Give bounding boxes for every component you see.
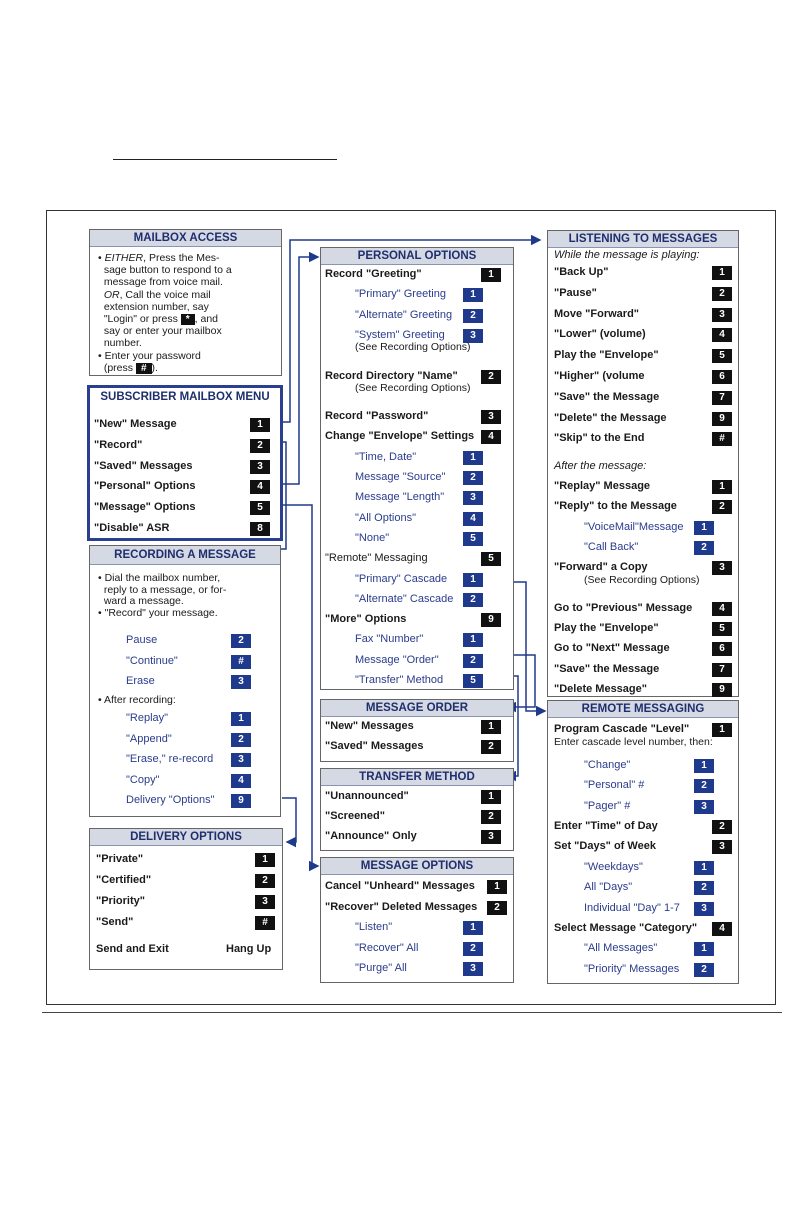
recording-title: RECORDING A MESSAGE [90, 546, 280, 565]
key-badge: 2 [694, 779, 714, 793]
menu-row: "Disable" ASR [94, 522, 170, 534]
menu-row: "Weekdays" [584, 860, 643, 873]
menu-row: Move "Forward" [554, 307, 639, 320]
menu-row: "Replay" [126, 712, 169, 724]
key-badge: 3 [463, 491, 483, 505]
key-badge: 6 [712, 642, 732, 656]
menu-row: "Skip" to the End [554, 432, 645, 445]
key-badge: 4 [712, 922, 732, 936]
key-badge: 2 [463, 593, 483, 607]
key-badge: 4 [481, 430, 501, 444]
star-key-icon: * [181, 314, 195, 325]
key-badge: 9 [712, 412, 732, 426]
key-badge: 1 [712, 723, 732, 737]
key-badge: 7 [712, 663, 732, 677]
access-line [98, 313, 218, 325]
access-text: ). [151, 361, 158, 374]
key-badge: 2 [481, 810, 501, 824]
message-order-panel [320, 699, 514, 762]
access-text: message from voice mail. [98, 276, 223, 289]
menu-row: "Purge" All [355, 962, 407, 974]
menu-row: Enter cascade level number, then: [554, 736, 713, 749]
key-badge: 5 [250, 501, 270, 515]
key-badge: 8 [250, 522, 270, 536]
key-badge: 5 [712, 622, 732, 636]
menu-row: Message "Order" [355, 653, 439, 666]
remote-panel [547, 700, 739, 984]
menu-row: (See Recording Options) [355, 341, 471, 354]
key-badge: 2 [694, 963, 714, 977]
key-badge: 1 [481, 720, 501, 734]
recording-after-label: • After recording: [98, 694, 176, 706]
access-line [98, 289, 211, 301]
transfer-panel [320, 768, 514, 851]
menu-row: "System" Greeting [355, 328, 445, 341]
key-badge: 3 [481, 410, 501, 424]
key-badge: 2 [694, 541, 714, 555]
access-line [98, 350, 201, 362]
key-badge: 6 [712, 370, 732, 384]
access-line [98, 337, 142, 349]
access-text: • [98, 252, 105, 264]
menu-row: Play the "Envelope" [554, 349, 659, 362]
key-badge: 1 [231, 712, 251, 726]
menu-row: "Saved" Messages [94, 459, 193, 472]
key-badge: 3 [694, 902, 714, 916]
menu-row: "Personal" # [584, 779, 645, 792]
recording-text: reply to a message, or for- [98, 583, 227, 596]
menu-row: "Private" [96, 853, 144, 865]
menu-row: Go to "Next" Message [554, 642, 670, 655]
key-badge: 5 [463, 532, 483, 546]
key-badge: 2 [463, 309, 483, 323]
key-badge: 1 [481, 790, 501, 804]
menu-row: Go to "Previous" Message [554, 601, 693, 614]
key-badge: 1 [481, 268, 501, 282]
menu-row: Record "Greeting" [325, 268, 422, 280]
key-badge: 2 [250, 439, 270, 453]
menu-row: "Certified" [96, 874, 152, 886]
menu-row: "Primary" Cascade [355, 572, 448, 585]
key-badge: 5 [481, 552, 501, 566]
key-badge: 4 [231, 774, 251, 788]
send-exit-label: Send and Exit [96, 943, 169, 955]
menu-row: "New" Messages [325, 720, 414, 732]
key-badge: 2 [255, 874, 275, 888]
access-text: • Enter your password [98, 349, 201, 362]
key-badge: 2 [694, 881, 714, 895]
menu-row: Set "Days" of Week [554, 840, 656, 853]
menu-row: Delivery "Options" [126, 794, 215, 806]
message-options-panel [320, 857, 514, 983]
pound-key-icon: # [136, 363, 152, 374]
hang-up-label: Hang Up [226, 943, 272, 955]
menu-row: Enter "Time" of Day [554, 820, 658, 832]
key-badge: 2 [712, 500, 732, 514]
menu-row: "Unannounced" [325, 790, 409, 802]
menu-row: "More" Options [325, 613, 407, 626]
key-badge: 2 [481, 740, 501, 754]
recording-text: • Dial the mailbox number, [98, 572, 221, 584]
menu-row: "Recover" All [355, 941, 419, 954]
message-order-title: MESSAGE ORDER [321, 700, 513, 717]
menu-row: Change "Envelope" Settings [325, 430, 475, 443]
remote-title: REMOTE MESSAGING [548, 701, 738, 718]
access-line [98, 252, 220, 264]
key-badge: 4 [463, 512, 483, 526]
menu-row: Fax "Number" [355, 633, 424, 646]
message-options-title: MESSAGE OPTIONS [321, 858, 513, 875]
menu-row: "Change" [584, 758, 631, 771]
key-badge: 1 [463, 573, 483, 587]
access-text: say or enter your mailbox [98, 325, 222, 338]
key-badge: 3 [463, 329, 483, 343]
key-badge: 3 [694, 800, 714, 814]
menu-row: "Pause" [554, 286, 597, 299]
menu-row: Individual "Day" 1-7 [584, 901, 680, 914]
recording-panel [89, 545, 281, 817]
key-badge: 3 [463, 962, 483, 976]
key-badge: 3 [231, 753, 251, 767]
listening-title: LISTENING TO MESSAGES [548, 231, 738, 248]
menu-row: "Forward" a Copy [554, 561, 648, 574]
menu-row: "Personal" Options [94, 480, 196, 493]
menu-row: All "Days" [584, 881, 633, 894]
menu-row: "VoiceMail"Message [584, 520, 684, 533]
key-badge: 7 [712, 391, 732, 405]
key-badge: 2 [481, 370, 501, 384]
mailbox-access-panel [89, 229, 282, 376]
key-badge: 3 [712, 840, 732, 854]
menu-row: (See Recording Options) [584, 573, 700, 586]
menu-row: Select Message "Category" [554, 922, 698, 934]
menu-row: "Alternate" Greeting [355, 308, 453, 321]
subscriber-menu-panel [87, 385, 283, 541]
access-text: (press [98, 361, 136, 374]
menu-row: "Replay" Message [554, 480, 651, 492]
menu-row: Record "Password" [325, 410, 429, 423]
key-badge: 2 [712, 820, 732, 834]
menu-row: "Lower" (volume) [554, 328, 646, 341]
key-badge: 9 [481, 613, 501, 627]
menu-row: Program Cascade "Level" [554, 723, 690, 735]
key-badge: 1 [694, 521, 714, 535]
menu-row: Message "Length" [355, 491, 445, 504]
menu-row: "Primary" Greeting [355, 288, 446, 301]
access-text: OR [103, 288, 120, 301]
access-line [98, 301, 209, 313]
menu-row: Pause [126, 634, 158, 646]
menu-row: "Screened" [325, 810, 385, 822]
key-badge: 1 [463, 451, 483, 465]
key-badge: # [255, 916, 275, 930]
mailbox-access-title: MAILBOX ACCESS [90, 230, 281, 247]
key-badge: 5 [463, 674, 483, 688]
key-badge: 4 [712, 328, 732, 342]
menu-row: "Continue" [126, 654, 178, 667]
key-badge: 2 [463, 942, 483, 956]
key-badge: 1 [250, 418, 270, 432]
menu-row: Erase [126, 675, 155, 687]
key-badge: 1 [694, 861, 714, 875]
menu-row: "Higher" (volume [554, 370, 645, 382]
menu-row: "Record" [94, 438, 143, 451]
menu-row: "Alternate" Cascade [355, 592, 454, 605]
key-badge: 3 [255, 895, 275, 909]
menu-row: "None" [355, 531, 390, 544]
key-badge: 3 [712, 308, 732, 322]
menu-row: "New" Message [94, 418, 177, 430]
menu-row: Message "Source" [355, 471, 446, 483]
menu-row: "Send" [96, 916, 134, 928]
menu-row: (See Recording Options) [355, 381, 471, 394]
arrow-recording-to-delivery [282, 798, 296, 842]
menu-row: "Recover" Deleted Messages [325, 900, 478, 913]
access-text: number. [98, 337, 142, 350]
menu-row: "Transfer" Method [355, 674, 444, 686]
access-text: sage button to respond to a [98, 264, 232, 277]
menu-row: "Copy" [126, 773, 160, 786]
menu-row: "Delete Message" [554, 683, 647, 695]
personal-options-title: PERSONAL OPTIONS [321, 248, 513, 265]
key-badge: 3 [712, 561, 732, 575]
menu-row: "Pager" # [584, 799, 631, 812]
menu-row: "Reply" to the Message [554, 500, 677, 513]
key-badge: 1 [463, 633, 483, 647]
key-badge: 2 [231, 634, 251, 648]
menu-row: Cancel "Unheard" Messages [325, 880, 475, 892]
access-text: , and [194, 313, 219, 325]
menu-row: "Call Back" [584, 540, 639, 553]
listening-panel [547, 230, 739, 697]
key-badge: 1 [694, 942, 714, 956]
menu-row: "Message" Options [94, 501, 196, 514]
menu-row: "Priority" [96, 895, 145, 907]
menu-row: "Saved" Messages [325, 740, 424, 752]
key-badge: 3 [250, 460, 270, 474]
menu-row: "Append" [126, 732, 172, 745]
access-line [98, 264, 232, 276]
key-badge: # [712, 432, 732, 446]
recording-text: • "Record" your message. [98, 606, 218, 619]
key-badge: 1 [255, 853, 275, 867]
access-text: , Call the voice mail [119, 288, 211, 301]
access-line [98, 362, 158, 374]
menu-row: "Save" the Message [554, 662, 660, 675]
menu-row: "All Messages" [584, 942, 658, 955]
access-text: "Login" or press [98, 313, 181, 325]
key-badge: 3 [481, 830, 501, 844]
key-badge: 4 [250, 480, 270, 494]
access-line [98, 276, 223, 288]
access-text: EITHER [104, 252, 144, 264]
personal-options-panel [320, 247, 514, 690]
key-badge: 2 [487, 901, 507, 915]
key-badge: 2 [231, 733, 251, 747]
access-text: extension number, say [98, 300, 209, 313]
delivery-panel [89, 828, 283, 970]
menu-row: "Save" the Message [554, 390, 660, 403]
key-badge: 2 [712, 287, 732, 301]
key-badge: 2 [463, 654, 483, 668]
listening-after-label: After the message: [554, 460, 647, 472]
transfer-title: TRANSFER METHOD [321, 769, 513, 786]
menu-row: "Time, Date" [355, 450, 417, 463]
menu-row: "Delete" the Message [554, 411, 667, 424]
key-badge: 3 [231, 675, 251, 689]
menu-row: Play the "Envelope" [554, 622, 659, 635]
menu-row: "Erase," re-record [126, 753, 214, 765]
key-badge: # [231, 655, 251, 669]
access-text: , Press the Mes- [143, 252, 220, 264]
key-badge: 1 [487, 880, 507, 894]
recording-text: ward a message. [98, 595, 184, 607]
key-badge: 1 [463, 921, 483, 935]
menu-row: "All Options" [355, 511, 416, 524]
delivery-title: DELIVERY OPTIONS [90, 829, 282, 846]
access-line [98, 325, 222, 337]
key-badge: 2 [463, 471, 483, 485]
key-badge: 1 [463, 288, 483, 302]
menu-row: "Back Up" [554, 266, 609, 278]
menu-row: "Listen" [355, 921, 393, 933]
key-badge: 1 [712, 266, 732, 280]
key-badge: 5 [712, 349, 732, 363]
key-badge: 9 [712, 683, 732, 697]
key-badge: 9 [231, 794, 251, 808]
menu-row: "Priority" Messages [584, 962, 680, 975]
menu-row: Record Directory "Name" [325, 369, 458, 382]
listening-during-label: While the message is playing: [554, 249, 700, 261]
menu-row: "Remote" Messaging [325, 552, 428, 565]
key-badge: 1 [712, 480, 732, 494]
menu-row: "Announce" Only [325, 830, 417, 842]
key-badge: 4 [712, 602, 732, 616]
key-badge: 1 [694, 759, 714, 773]
subscriber-menu-title: SUBSCRIBER MAILBOX MENU [100, 391, 270, 403]
